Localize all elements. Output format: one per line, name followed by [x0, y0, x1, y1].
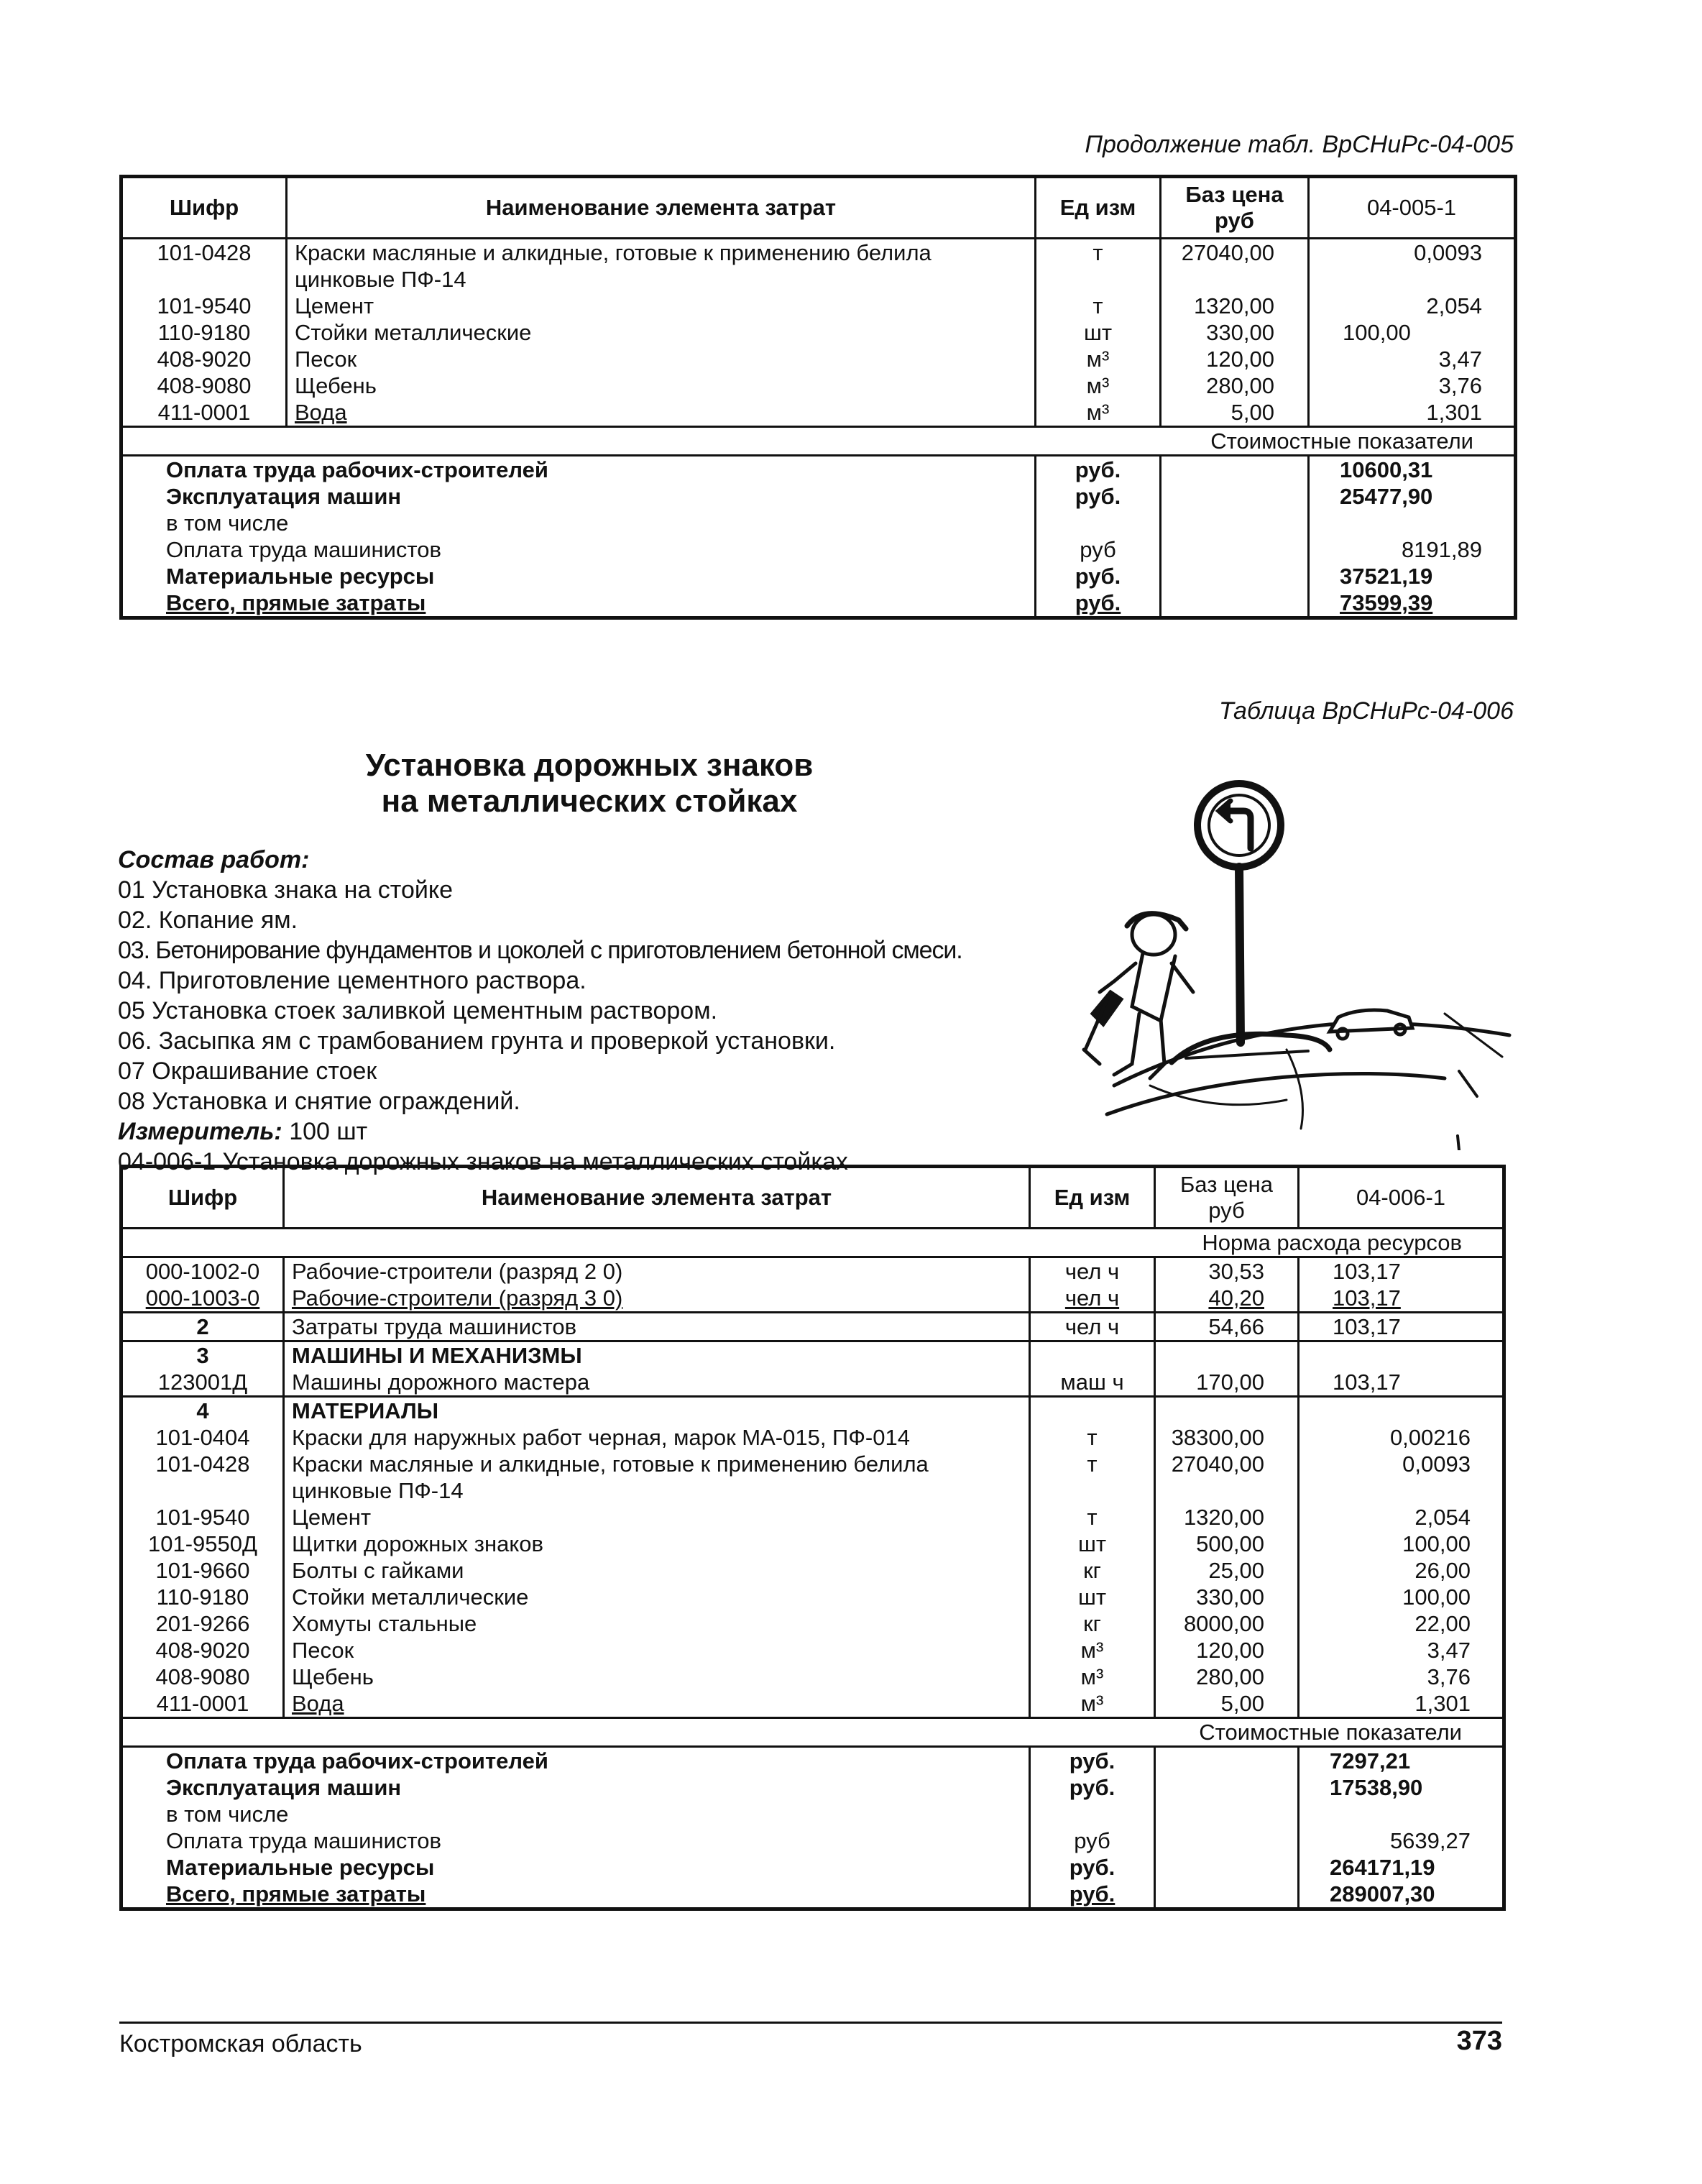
cell-unit: т — [1030, 1451, 1155, 1504]
cell-unit: т — [1036, 293, 1161, 319]
cell-unit: кг — [1030, 1557, 1155, 1584]
total-empty — [1155, 1801, 1299, 1827]
cell-unit: чел ч — [1030, 1285, 1155, 1313]
totals-row — [121, 563, 1516, 589]
section-row — [121, 427, 1516, 456]
works-list — [118, 845, 962, 1177]
cell-price: 500,00 — [1155, 1531, 1299, 1557]
cell-name: Болты с гайками — [284, 1557, 1030, 1584]
total-unit — [1030, 1801, 1155, 1827]
totals-row — [121, 1747, 1504, 1775]
cell-value: 103,17 — [1299, 1313, 1504, 1341]
section-label-norm: Норма расхода ресурсов — [121, 1229, 1504, 1257]
cell-name: Цемент — [287, 293, 1036, 319]
header-name: Наименование элемента затрат — [284, 1167, 1030, 1229]
cell-price: 5,00 — [1161, 399, 1309, 427]
cell-unit: т — [1030, 1424, 1155, 1451]
group-code: 4 — [121, 1397, 284, 1425]
header-price: Баз цена руб — [1155, 1167, 1299, 1229]
work-item: 04. Приготовление цементного раствора. — [118, 967, 586, 994]
table-row — [121, 293, 1516, 319]
totals-row — [121, 1827, 1504, 1854]
cell-price: 280,00 — [1161, 372, 1309, 399]
cell-value: 0,0093 — [1414, 240, 1482, 265]
cell-price: 1320,00 — [1155, 1504, 1299, 1531]
cell-value: 0,0093 — [1402, 1451, 1471, 1477]
total-empty — [1155, 1747, 1299, 1775]
table-row — [121, 1369, 1504, 1397]
cell-name: Краски для наружных работ черная, марок МА-015, ПФ-014 — [284, 1424, 1030, 1451]
table-row — [121, 1664, 1504, 1690]
total-empty — [1161, 589, 1309, 618]
total-label: Материальные ресурсы — [121, 1854, 1030, 1881]
group-empty — [1299, 1341, 1504, 1369]
group-empty — [1299, 1397, 1504, 1425]
cell-unit: шт — [1030, 1584, 1155, 1610]
section-title-line1: Установка дорожных знаков — [365, 748, 814, 783]
cell-code: 101-0428 — [121, 1451, 284, 1504]
total-value: 37521,19 — [1340, 564, 1433, 589]
header-code: Шифр — [121, 1167, 284, 1229]
header-price: Баз цена руб — [1161, 177, 1309, 239]
cell-value: 22,00 — [1414, 1611, 1471, 1636]
footer-region: Костромская область — [119, 2030, 362, 2057]
total-label: в том числе — [121, 510, 1036, 536]
table-row — [121, 1637, 1504, 1664]
totals-row — [121, 536, 1516, 563]
total-unit: руб. — [1030, 1747, 1155, 1775]
cell-value: 103,17 — [1333, 1285, 1401, 1311]
total-unit: руб. — [1036, 483, 1161, 510]
cell-code: 123001Д — [121, 1369, 284, 1397]
table-row — [121, 1504, 1504, 1531]
total-empty — [1161, 483, 1309, 510]
cell-name: Песок — [284, 1637, 1030, 1664]
table-row — [121, 1285, 1504, 1313]
cell-unit: м³ — [1030, 1637, 1155, 1664]
cell-code: 408-9020 — [121, 346, 287, 372]
work-item: 03. Бетонирование фундаментов и цоколей с приготовлением бетонной смеси. — [118, 937, 962, 964]
section-row — [121, 1229, 1504, 1257]
cell-name: Машины дорожного мастера — [284, 1369, 1030, 1397]
section-title-line2: на металлических стойках — [381, 784, 798, 819]
total-unit: руб. — [1036, 589, 1161, 618]
cell-price: 120,00 — [1155, 1637, 1299, 1664]
cell-value: 103,17 — [1333, 1369, 1401, 1395]
cell-price: 40,20 — [1155, 1285, 1299, 1313]
table-row — [121, 372, 1516, 399]
group-empty — [1155, 1397, 1299, 1425]
cell-value: 2,054 — [1426, 293, 1482, 318]
total-value — [1299, 1801, 1504, 1827]
total-label: в том числе — [121, 1801, 1030, 1827]
header-unit: Ед изм — [1036, 177, 1161, 239]
total-empty — [1155, 1827, 1299, 1854]
total-empty — [1161, 536, 1309, 563]
cell-name: Краски масляные и алкидные, готовые к применению белила цинковые ПФ-14 — [287, 239, 1036, 293]
total-value: 10600,31 — [1340, 457, 1433, 482]
cell-name: Щитки дорожных знаков — [284, 1531, 1030, 1557]
total-empty — [1161, 456, 1309, 484]
cell-value: 26,00 — [1414, 1558, 1471, 1583]
total-empty — [1155, 1854, 1299, 1881]
cell-value: 2,054 — [1414, 1505, 1471, 1530]
totals-row — [121, 510, 1516, 536]
work-item: 01 Установка знака на стойке — [118, 876, 454, 904]
cell-price: 25,00 — [1155, 1557, 1299, 1584]
work-item: 07 Окрашивание стоек — [118, 1057, 377, 1085]
total-value — [1309, 510, 1516, 536]
total-unit: руб. — [1030, 1854, 1155, 1881]
total-value: 17538,90 — [1330, 1775, 1423, 1800]
total-empty — [1161, 510, 1309, 536]
totals-row — [121, 456, 1516, 484]
cell-unit: м³ — [1036, 346, 1161, 372]
cell-value: 100,00 — [1402, 1531, 1471, 1556]
cell-value: 100,00 — [1402, 1584, 1471, 1610]
cell-unit: м³ — [1036, 372, 1161, 399]
cell-unit: чел ч — [1030, 1257, 1155, 1285]
footer-rule — [119, 2022, 1502, 2024]
cell-price: 280,00 — [1155, 1664, 1299, 1690]
cell-unit: кг — [1030, 1610, 1155, 1637]
total-label: Оплата труда рабочих-строителей — [121, 456, 1036, 484]
cell-value: 3,47 — [1438, 347, 1482, 372]
table-row — [121, 1424, 1504, 1451]
total-label: Всего, прямые затраты — [121, 1881, 1030, 1909]
cost-table-04-006 — [119, 1165, 1506, 1911]
cell-code: 201-9266 — [121, 1610, 284, 1637]
table-row — [121, 1690, 1504, 1718]
cell-code: 101-9660 — [121, 1557, 284, 1584]
cell-unit: м³ — [1030, 1690, 1155, 1718]
cell-price: 120,00 — [1161, 346, 1309, 372]
total-value: 8191,89 — [1401, 537, 1482, 562]
header-norm: 04-005-1 — [1309, 177, 1516, 239]
cell-price: 330,00 — [1155, 1584, 1299, 1610]
totals-row — [121, 1774, 1504, 1801]
road-sign-worker-illustration — [1071, 776, 1517, 1150]
cell-price: 27040,00 — [1155, 1451, 1299, 1504]
cell-code: 408-9080 — [121, 372, 287, 399]
cell-name: Затраты труда машинистов — [284, 1313, 1030, 1341]
cell-value: 103,17 — [1333, 1259, 1401, 1284]
cell-code: 000-1003-0 — [121, 1285, 284, 1313]
cell-name: Вода — [284, 1690, 1030, 1718]
total-value: 7297,21 — [1330, 1748, 1411, 1774]
measure-line — [118, 1116, 962, 1147]
group-empty — [1030, 1341, 1155, 1369]
worker-figure — [1084, 914, 1193, 1078]
cell-name: Щебень — [284, 1664, 1030, 1690]
total-unit: руб. — [1036, 456, 1161, 484]
section-row — [121, 1718, 1504, 1747]
cell-unit: т — [1036, 239, 1161, 293]
total-unit: руб — [1030, 1827, 1155, 1854]
work-item: 06. Засыпка ям с трамбованием грунта и проверкой установки. — [118, 1027, 836, 1055]
group-empty — [1030, 1397, 1155, 1425]
works-label: Состав работ: — [118, 846, 310, 873]
table-header-row — [121, 177, 1516, 239]
cell-code: 411-0001 — [121, 399, 287, 427]
group-header-row — [121, 1341, 1504, 1369]
cell-name: Краски масляные и алкидные, готовые к применению белила цинковые ПФ-14 — [284, 1451, 1030, 1504]
cell-name: Рабочие-строители (разряд 2 0) — [284, 1257, 1030, 1285]
cell-unit: шт — [1036, 319, 1161, 346]
cell-value: 0,00216 — [1389, 1425, 1471, 1450]
cell-value: 1,301 — [1426, 400, 1482, 425]
section-label-cost: Стоимостные показатели — [121, 427, 1516, 456]
cell-unit: шт — [1030, 1531, 1155, 1557]
cell-unit: чел ч — [1030, 1313, 1155, 1341]
table1-continuation-caption: Продолжение табл. ВрСНиРс-04-005 — [1085, 131, 1514, 158]
cell-price: 8000,00 — [1155, 1610, 1299, 1637]
cell-code: 101-9550Д — [121, 1531, 284, 1557]
total-empty — [1161, 563, 1309, 589]
total-label: Эксплуатация машин — [121, 1774, 1030, 1801]
measure-label: Измеритель: — [118, 1118, 282, 1145]
cell-code: 110-9180 — [121, 319, 287, 346]
group-code: 3 — [121, 1341, 284, 1369]
cell-code: 408-9080 — [121, 1664, 284, 1690]
cell-price: 27040,00 — [1161, 239, 1309, 293]
cell-value: 1,301 — [1414, 1691, 1471, 1716]
total-empty — [1155, 1774, 1299, 1801]
cell-price: 1320,00 — [1161, 293, 1309, 319]
cell-code: 101-0404 — [121, 1424, 284, 1451]
cell-code: 408-9020 — [121, 1637, 284, 1664]
total-unit: руб. — [1030, 1774, 1155, 1801]
totals-row — [121, 589, 1516, 618]
norm-line: 04-006-1 Установка дорожных знаков на металлических стойках — [118, 1148, 848, 1175]
work-item: 05 Установка стоек заливкой цементным раствором. — [118, 997, 718, 1024]
cell-unit: м³ — [1030, 1664, 1155, 1690]
sign-post — [1239, 867, 1241, 1042]
table-row — [121, 239, 1516, 293]
total-value: 73599,39 — [1340, 590, 1433, 615]
cell-price: 38300,00 — [1155, 1424, 1299, 1451]
totals-row — [121, 1801, 1504, 1827]
cell-code: 101-9540 — [121, 293, 287, 319]
table-row — [121, 1557, 1504, 1584]
cell-name: Стойки металлические — [287, 319, 1036, 346]
total-value: 289007,30 — [1330, 1881, 1435, 1907]
total-label: Материальные ресурсы — [121, 563, 1036, 589]
table-row — [121, 1257, 1504, 1285]
table-row — [121, 1531, 1504, 1557]
total-unit: руб — [1036, 536, 1161, 563]
table-row — [121, 399, 1516, 427]
total-label: Оплата труда машинистов — [121, 536, 1036, 563]
table-row — [121, 1451, 1504, 1504]
cell-code: 101-9540 — [121, 1504, 284, 1531]
cell-unit: маш ч — [1030, 1369, 1155, 1397]
table-row — [121, 1313, 1504, 1341]
total-label: Всего, прямые затраты — [121, 589, 1036, 618]
cell-name: Вода — [287, 399, 1036, 427]
table-row — [121, 1584, 1504, 1610]
cell-name: Стойки металлические — [284, 1584, 1030, 1610]
cell-value: 3,76 — [1427, 1664, 1471, 1689]
work-item: 02. Копание ям. — [118, 907, 298, 934]
cell-price: 5,00 — [1155, 1690, 1299, 1718]
table-row — [121, 346, 1516, 372]
group-name: МАШИНЫ И МЕХАНИЗМЫ — [284, 1341, 1030, 1369]
group-empty — [1155, 1341, 1299, 1369]
totals-row — [121, 1854, 1504, 1881]
cell-price: 170,00 — [1155, 1369, 1299, 1397]
group-name: МАТЕРИАЛЫ — [284, 1397, 1030, 1425]
cell-name: Щебень — [287, 372, 1036, 399]
total-unit — [1036, 510, 1161, 536]
cell-code: 110-9180 — [121, 1584, 284, 1610]
cell-code: 101-0428 — [121, 239, 287, 293]
header-norm: 04-006-1 — [1299, 1167, 1504, 1229]
cell-price: 330,00 — [1161, 319, 1309, 346]
total-label: Эксплуатация машин — [121, 483, 1036, 510]
table2-caption: Таблица ВрСНиРс-04-006 — [1218, 697, 1514, 725]
cell-price: 30,53 — [1155, 1257, 1299, 1285]
cell-code: 2 — [121, 1313, 284, 1341]
cell-value: 3,76 — [1438, 373, 1482, 398]
cost-table-04-005 — [119, 175, 1517, 620]
total-value: 25477,90 — [1340, 484, 1433, 509]
header-code: Шифр — [121, 177, 287, 239]
cell-unit: т — [1030, 1504, 1155, 1531]
cell-unit: м³ — [1036, 399, 1161, 427]
totals-row — [121, 1881, 1504, 1909]
page-number: 373 — [1456, 2026, 1502, 2056]
section-label-cost: Стоимостные показатели — [121, 1718, 1504, 1747]
cell-value: 100,00 — [1343, 320, 1411, 345]
measure-value: 100 шт — [289, 1118, 368, 1145]
total-value: 5639,27 — [1389, 1828, 1471, 1853]
cell-value: 3,47 — [1427, 1638, 1471, 1663]
total-empty — [1155, 1881, 1299, 1909]
total-label: Оплата труда рабочих-строителей — [121, 1747, 1030, 1775]
header-name: Наименование элемента затрат — [287, 177, 1036, 239]
cell-name: Хомуты стальные — [284, 1610, 1030, 1637]
totals-row — [121, 483, 1516, 510]
group-header-row — [121, 1397, 1504, 1425]
total-unit: руб. — [1036, 563, 1161, 589]
cell-name: Песок — [287, 346, 1036, 372]
total-unit: руб. — [1030, 1881, 1155, 1909]
cell-price: 54,66 — [1155, 1313, 1299, 1341]
cell-code: 411-0001 — [121, 1690, 284, 1718]
table-row — [121, 319, 1516, 346]
total-value: 264171,19 — [1330, 1855, 1435, 1880]
work-item: 08 Установка и снятие ограждений. — [118, 1088, 520, 1115]
cell-name: Цемент — [284, 1504, 1030, 1531]
total-label: Оплата труда машинистов — [121, 1827, 1030, 1854]
cell-code: 000-1002-0 — [121, 1257, 284, 1285]
cell-name: Рабочие-строители (разряд 3 0) — [284, 1285, 1030, 1313]
table-header-row — [121, 1167, 1504, 1229]
header-unit: Ед изм — [1030, 1167, 1155, 1229]
table-row — [121, 1610, 1504, 1637]
